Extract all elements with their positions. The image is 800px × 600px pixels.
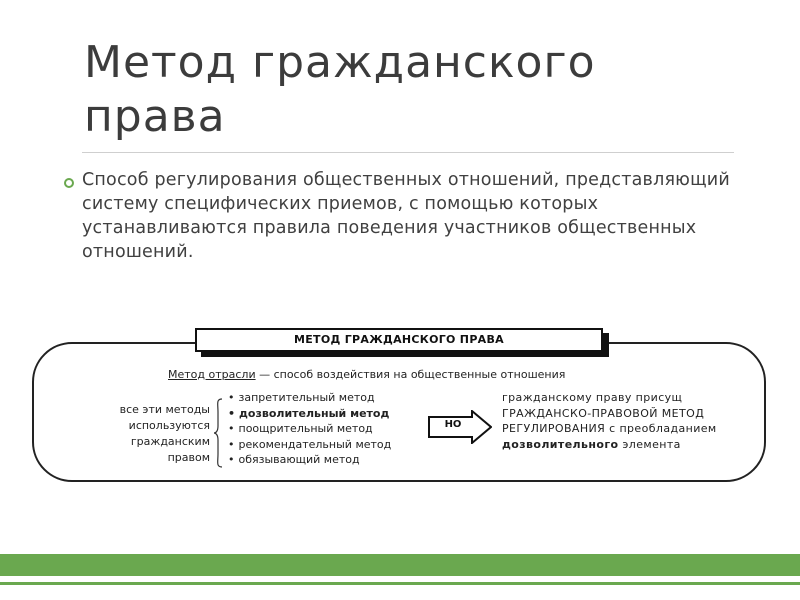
footer-green-rule [0,582,800,585]
list-item: • рекомендательный метод [228,437,428,453]
arrow-label: НО [444,419,462,430]
conclusion-emphasis: дозволительного [502,437,619,451]
circle-bullet-icon [64,178,74,188]
list-item: • запретительный метод [228,390,428,406]
footer-green-band [0,554,800,576]
scheme-term-definition: — способ воздействия на общественные отношения [255,368,566,381]
scheme-term: Метод отрасли [168,368,256,381]
definition-text: Способ регулирования общественных отношений, представляющий систему специфических приемов, с помощью которых устанавливаются правила поведения участников общественных отношений. [82,170,730,262]
list-item: • поощрительный метод [228,421,428,437]
list-item: • дозволительный метод [228,406,428,422]
methods-list [228,390,428,468]
conclusion-text: гражданскому праву присущ ГРАЖДАНСКО-ПРАВОВОЙ МЕТОД РЕГУЛИРОВАНИЯ с преобладанием [502,391,717,435]
scheme-conclusion [502,390,732,452]
title-divider [82,152,734,153]
scheme-header: МЕТОД ГРАЖДАНСКОГО ПРАВА [195,328,603,352]
conclusion-tail: элемента [618,437,681,451]
brace-icon [213,398,223,468]
scheme-definition-line [168,368,728,381]
slide-title: Метод гражданского права [84,37,596,142]
scheme-left-note: все эти методы используются гражданским правом [119,403,210,464]
list-item: • обязывающий метод [228,452,428,468]
